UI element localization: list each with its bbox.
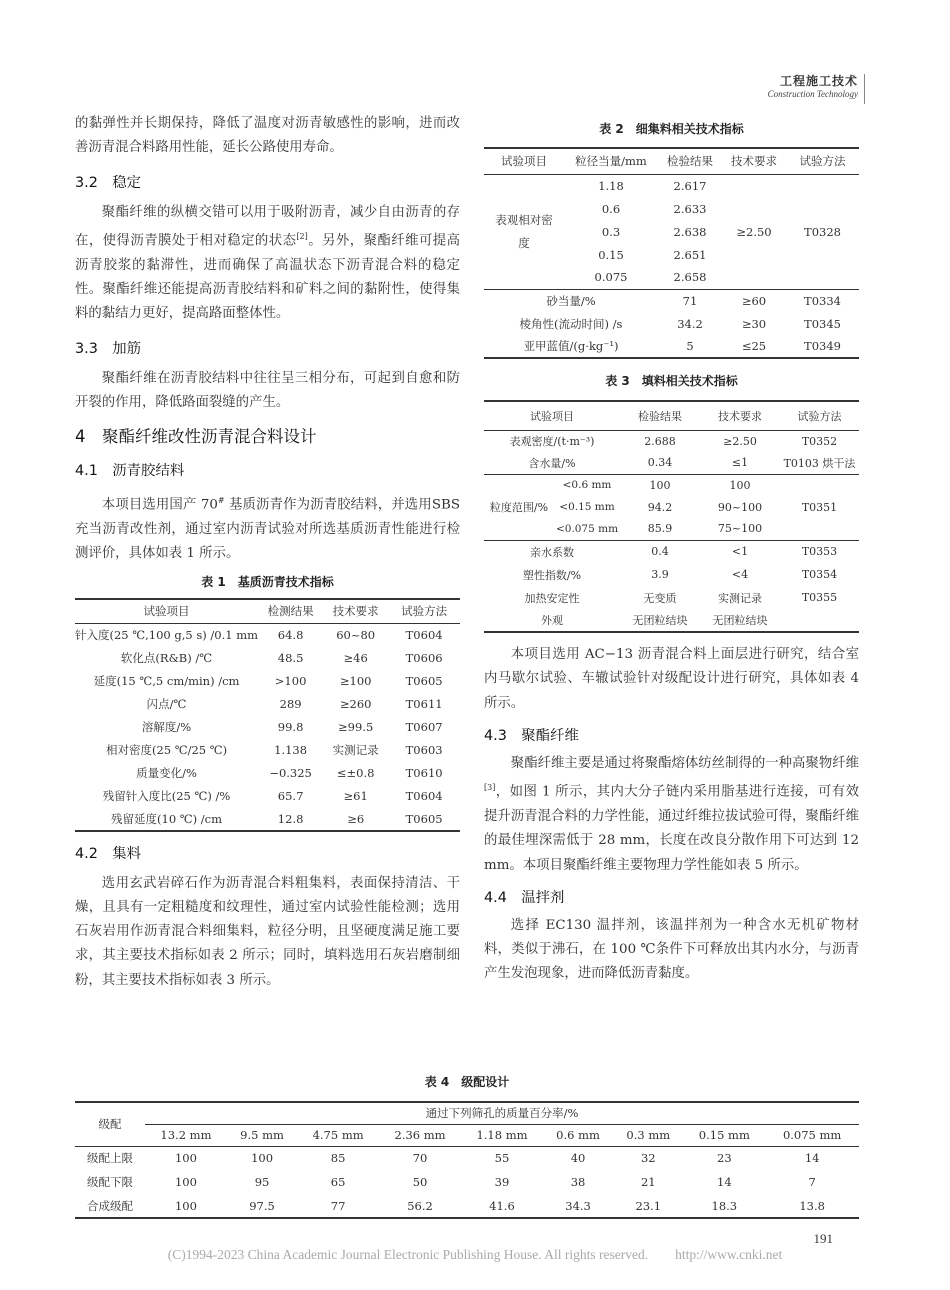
table-cell: <4 xyxy=(731,568,749,581)
paragraph: 的黏弹性并长期保持，降低了温度对沥青敏感性的影响，进而改善沥青混合料路用性能，延长公路使用寿命。 xyxy=(75,116,460,156)
section-heading-4: 4 聚酯纤维改性沥青混合料设计 xyxy=(75,427,317,447)
journal-title-en: Construction Technology xyxy=(767,89,858,99)
table-cell: 21 xyxy=(640,1175,656,1189)
section-heading-4-2: 4.2 集料 xyxy=(75,845,142,862)
table-cell: ≥46 xyxy=(343,651,368,665)
table-cell: 94.2 xyxy=(647,500,673,514)
table-2-caption: 表 2 细集料相关技术指标 xyxy=(599,122,744,136)
table-1 xyxy=(75,598,460,832)
table-row xyxy=(484,540,859,563)
table-cell: 残留延度(10 ℃) /cm xyxy=(111,811,223,826)
table-cell: 试验项目 xyxy=(484,148,564,174)
table-header-row xyxy=(75,599,460,624)
table-2 xyxy=(484,147,859,359)
table-row xyxy=(484,563,859,586)
table-cell: T0353 xyxy=(780,540,859,563)
text-span: ，如图 1 所示，其内大分子链内采用脂基进行连接，可有效提升沥青混合料的力学性能，通过纤维拉拔试验可得，聚酯纤维的最佳埋深需低于 28 mm，长度在改良分散作用下可达到 12 mm。本项目聚酯纤维主要物理力学性能如表 5 所示。 xyxy=(484,784,859,873)
table-cell: 粒径当量/mm xyxy=(564,148,658,174)
table-cell: 2.658 xyxy=(673,270,707,285)
table-cell: 289 xyxy=(279,697,302,711)
table-cell: ≥6 xyxy=(347,811,365,826)
table-row xyxy=(484,335,859,358)
table-cell: 试验项目 xyxy=(484,401,620,430)
table-cell: 级配上限 xyxy=(87,1151,133,1166)
citation-ref[interactable]: [3] xyxy=(484,783,496,793)
text-span: 。另外，聚酯纤维可提高沥青胶浆的黏滞性，进而确保了高温状态下沥青混合料的稳定性。聚酯纤维还能提高沥青胶结料和矿料之间的黏附性，使得集料的黏结力更好，提高路面整体性。 xyxy=(75,233,461,322)
table-cell: 56.2 xyxy=(407,1198,433,1213)
table-cell: 14 xyxy=(717,1175,732,1189)
table-cell: 75~100 xyxy=(717,522,763,536)
table-row xyxy=(75,624,460,647)
table-cell: T0349 xyxy=(804,339,841,353)
table-cell: 试验方法 xyxy=(780,401,859,430)
table-cell: 85 xyxy=(330,1151,346,1166)
table-header-row xyxy=(484,401,859,430)
table-cell: T0605 xyxy=(405,674,443,688)
table-cell: 23 xyxy=(717,1151,732,1166)
table-cell: T0334 xyxy=(786,289,859,312)
table-cell: 软化点(R&B) /℃ xyxy=(120,651,213,665)
paragraph xyxy=(75,489,460,566)
table-cell: 无变质 xyxy=(643,591,677,605)
table-cell: 41.6 xyxy=(489,1198,515,1213)
table-cell: 检验结果 xyxy=(658,148,722,174)
table-cell: 0.34 xyxy=(647,456,673,470)
table-cell: 70 xyxy=(412,1151,428,1166)
table-cell: 23.1 xyxy=(635,1198,662,1213)
table-cell: 100 xyxy=(700,474,780,496)
right-column xyxy=(484,120,859,987)
table-cell: 2.36 mm xyxy=(379,1124,461,1146)
paragraph: 选择 EC130 温拌剂，该温拌剂为一种含水无机矿物材料，类似于沸石，在 100 ℃条件下可释放出其内水分，与沥青产生发泡现象，进而降低沥青黏度。 xyxy=(484,917,859,982)
table-row xyxy=(484,609,859,632)
table-cell: 0.15 mm xyxy=(683,1124,765,1146)
paragraph xyxy=(75,201,460,327)
table-cell: 溶解度/% xyxy=(141,720,192,734)
table-row xyxy=(75,1170,859,1194)
table-cell: 1.18 xyxy=(598,178,624,193)
table-cell: 1.138 xyxy=(274,743,308,757)
table-cell: T0354 xyxy=(801,568,838,581)
table-cell: <0.6 mm xyxy=(554,474,620,496)
table-cell: 亲水系数 xyxy=(484,540,620,563)
table-row xyxy=(75,1146,859,1170)
header-divider xyxy=(864,74,865,104)
table-cell: 48.5 xyxy=(277,651,304,665)
table-cell: 0.6 mm xyxy=(543,1124,613,1146)
table-cell: 0.15 xyxy=(598,247,624,262)
table-3-caption: 表 3 填料相关技术指标 xyxy=(605,374,738,388)
table-cell: ≥30 xyxy=(741,316,767,331)
running-header xyxy=(768,72,858,99)
table-cell: 无团粒结块 xyxy=(712,614,768,627)
table-cell: 技术要求 xyxy=(700,401,780,430)
table-cell: 残留针入度比(25 ℃) /% xyxy=(102,789,231,803)
table-4-block xyxy=(75,1073,859,1219)
table-cell: 合成级配 xyxy=(87,1198,133,1213)
table-cell: T0603 xyxy=(405,743,443,757)
table-cell: ≥99.5 xyxy=(338,720,374,734)
table-cell: 100 xyxy=(174,1198,197,1213)
table-cell: 含水量/% xyxy=(528,456,576,470)
section-heading-3-3: 3.3 加筋 xyxy=(75,340,142,357)
table-cell: 77 xyxy=(330,1198,346,1213)
table-cell: 100 xyxy=(251,1151,274,1166)
table-cell: T0351 xyxy=(780,474,859,540)
table-row xyxy=(75,785,460,808)
table-cell: 90~100 xyxy=(717,500,763,514)
col-header: 检测结果 xyxy=(258,599,323,624)
table-cell: 表观相对密度 xyxy=(495,212,553,250)
table-cell: T0610 xyxy=(405,766,443,780)
table-cell: 粒度范围/% xyxy=(484,474,554,540)
table-cell: 85.9 xyxy=(647,522,673,536)
col-header: 试验方法 xyxy=(388,599,460,624)
table-cell: T0604 xyxy=(405,789,443,803)
table-cell: >100 xyxy=(274,674,307,688)
table-cell: ≥61 xyxy=(343,789,368,803)
table-cell xyxy=(780,609,859,632)
table-cell: 塑性指数/% xyxy=(522,568,582,582)
table-cell: 65 xyxy=(330,1175,346,1189)
table-cell: 95 xyxy=(254,1175,270,1189)
table-cell: T0352 xyxy=(801,434,838,448)
text-span: 聚酯纤维主要是通过将聚酯熔体纺丝制得的一种高聚物纤维 xyxy=(510,755,859,771)
paragraph: 选用玄武岩碎石作为沥青混合料粗集料，表面保持清洁、干燥，且具有一定粗糙度和纹理性，通过室内试验性能检测；选用石灰岩用作沥青混合料细集料，粒径分明，且坚硬度满足施工要求，其主要技术指标如表 2 所示；同时，填料选用石灰岩磨制细粉，其主要技术指标如表 3 所示。 xyxy=(75,875,460,988)
copyright-footer: (C)1994-2023 China Academic Journal Electronic Publishing House. All rights reserved. http://www.cnki.net xyxy=(167,1247,783,1262)
table-header-row xyxy=(75,1102,859,1124)
table-cell: 试验方法 xyxy=(786,148,859,174)
table-row xyxy=(75,1194,859,1218)
table-row xyxy=(484,174,859,197)
table-row xyxy=(75,808,460,831)
table-cell: 100 xyxy=(620,474,700,496)
table-cell: 实测记录 xyxy=(718,591,762,605)
table-cell: 实测记录 xyxy=(332,743,379,757)
table-3 xyxy=(484,400,859,633)
table-row xyxy=(75,647,460,670)
table-cell: 9.5 mm xyxy=(227,1124,297,1146)
table-cell: 亚甲蓝值/(g·kg⁻¹) xyxy=(523,339,619,353)
table-row xyxy=(484,289,859,312)
table-cell: 40 xyxy=(570,1151,586,1166)
section-heading-4-3: 4.3 聚酯纤维 xyxy=(484,727,579,744)
citation-ref[interactable]: [2] xyxy=(296,231,308,241)
table-cell: T0611 xyxy=(405,697,443,711)
table-cell: 1.18 mm xyxy=(461,1124,543,1146)
table-cell: 55 xyxy=(494,1151,510,1166)
table-cell: 相对密度(25 ℃/25 ℃) xyxy=(105,743,228,757)
table-row xyxy=(75,670,460,693)
table-header-row xyxy=(484,148,859,174)
col-header: 试验项目 xyxy=(75,599,258,624)
table-cell: 99.8 xyxy=(277,720,304,734)
table-cell: 棱角性(流动时间) /s xyxy=(519,316,623,331)
table-row xyxy=(484,586,859,609)
table-cell: 0.4 xyxy=(620,540,700,563)
page-number: 191 xyxy=(813,1231,833,1246)
table-cell: 97.5 xyxy=(249,1198,275,1213)
table-cell: 32 xyxy=(640,1151,656,1166)
table-cell: 2.688 xyxy=(644,434,676,448)
table-cell: 100 xyxy=(174,1175,197,1189)
paragraph: 聚酯纤维在沥青胶结料中往往呈三相分布，可起到自愈和防开裂的作用，降低路面裂缝的产生。 xyxy=(75,370,460,410)
table-cell: 5 xyxy=(686,339,694,353)
table-cell: ≤±0.8 xyxy=(336,766,375,780)
table-row xyxy=(484,452,859,474)
section-heading-3-2: 3.2 稳定 xyxy=(75,174,142,191)
table-cell: 闪点/℃ xyxy=(146,697,187,711)
table-cell: <1 xyxy=(700,540,780,563)
table-cell: 3.9 xyxy=(651,568,669,581)
table-header-row xyxy=(75,1124,859,1146)
table-cell: ≥2.50 xyxy=(723,434,757,448)
table-cell: 65.7 xyxy=(277,789,304,803)
text-span: # xyxy=(217,496,225,506)
table-cell: 2.617 xyxy=(673,178,707,193)
table-row xyxy=(75,762,460,785)
text-span: 本项目选用国产 70 xyxy=(101,497,218,513)
table-cell: ≥260 xyxy=(339,697,372,711)
table-cell: T0328 xyxy=(804,224,841,239)
table-cell: ≥2.50 xyxy=(736,224,772,239)
table-cell: 通过下列筛孔的质量百分率/% xyxy=(145,1102,859,1124)
table-cell: <0.15 mm xyxy=(559,501,615,513)
table-cell: 71 xyxy=(658,289,722,312)
table-1-caption: 表 1 基质沥青技术指标 xyxy=(201,574,334,589)
left-column xyxy=(75,112,460,993)
table-row xyxy=(484,430,859,452)
table-cell: T0355 xyxy=(801,591,838,604)
section-heading-4-4: 4.4 温拌剂 xyxy=(484,889,565,906)
table-cell: 检验结果 xyxy=(620,401,700,430)
text-span: 聚酯纤维的纵横交错可以用于吸附沥青，减少自由沥青的存在，使得沥青膜处于相对稳定的状态 xyxy=(75,204,460,249)
table-cell: 60~80 xyxy=(336,628,376,643)
table-cell: 0.6 xyxy=(601,201,621,216)
table-cell: 级配 xyxy=(75,1102,145,1146)
table-cell: ≥60 xyxy=(722,289,786,312)
table-cell: 14 xyxy=(804,1151,820,1166)
table-cell: 4.75 mm xyxy=(297,1124,379,1146)
table-cell: 13.2 mm xyxy=(145,1124,227,1146)
table-row xyxy=(484,474,859,496)
table-cell: 无团粒结块 xyxy=(632,614,688,627)
table-cell: T0345 xyxy=(804,316,841,331)
table-cell: 38 xyxy=(570,1175,586,1189)
table-cell: ≤25 xyxy=(741,339,767,353)
text-span: 基质沥青作为沥青胶结料，并选用SBS充当沥青改性剂，通过室内沥青试验对所选基质沥青性能进行检测评价，具体如表 1 所示。 xyxy=(75,497,460,562)
table-cell: 13.8 xyxy=(799,1198,825,1213)
table-cell: 50 xyxy=(412,1175,428,1189)
table-cell: 18.3 xyxy=(711,1198,738,1213)
table-cell: 0.075 mm xyxy=(765,1124,859,1146)
table-cell: 0.3 xyxy=(601,224,621,239)
table-cell: 34.3 xyxy=(565,1198,591,1213)
table-cell: 2.633 xyxy=(673,201,707,216)
table-cell: 延度(15 ℃,5 cm/min) /cm xyxy=(93,674,240,688)
table-cell: T0606 xyxy=(405,651,443,665)
table-cell: 0.3 mm xyxy=(613,1124,683,1146)
table-cell: ≥100 xyxy=(339,674,372,688)
table-cell: 12.8 xyxy=(277,811,304,826)
table-cell: 2.651 xyxy=(673,247,707,262)
table-cell: 砂当量/% xyxy=(484,289,658,312)
table-cell: 39 xyxy=(494,1175,510,1189)
table-cell: 2.638 xyxy=(673,224,707,239)
col-header: 技术要求 xyxy=(323,599,388,624)
table-cell: 技术要求 xyxy=(722,148,786,174)
table-cell: 表观密度/(t·m⁻³) xyxy=(509,435,595,449)
paragraph: 本项目选用 AC−13 沥青混合料上面层进行研究，结合室内马歇尔试验、车辙试验针对级配设计进行研究，具体如表 4 所示。 xyxy=(484,647,859,711)
table-cell: <0.075 mm xyxy=(555,522,619,535)
table-cell: 外观 xyxy=(541,614,563,627)
table-4 xyxy=(75,1101,859,1219)
table-row xyxy=(75,739,460,762)
table-4-caption: 表 4 级配设计 xyxy=(424,1075,510,1089)
table-cell: 7 xyxy=(808,1175,816,1189)
table-cell: T0604 xyxy=(405,628,443,643)
table-cell: 加热安定性 xyxy=(524,591,580,605)
journal-title: 工程施工技术 xyxy=(779,74,858,88)
table-cell: 0.075 xyxy=(594,270,628,285)
table-cell: T0103 烘干法 xyxy=(783,456,856,470)
table-cell: 质量变化/% xyxy=(136,766,197,780)
table-cell: 针入度(25 ℃,100 g,5 s) /0.1 mm xyxy=(75,628,259,643)
table-cell: 级配下限 xyxy=(87,1175,133,1189)
table-row xyxy=(484,312,859,335)
table-cell: 34.2 xyxy=(677,316,703,331)
table-cell: T0607 xyxy=(405,720,443,734)
table-row xyxy=(75,693,460,716)
table-cell: T0605 xyxy=(405,811,443,826)
section-heading-4-1: 4.1 沥青胶结料 xyxy=(75,463,185,480)
table-cell: 100 xyxy=(174,1151,197,1166)
table-cell: 64.8 xyxy=(277,628,304,643)
table-cell: −0.325 xyxy=(269,766,312,780)
table-cell: ≤1 xyxy=(731,456,749,470)
paragraph xyxy=(484,752,859,878)
table-row xyxy=(75,716,460,739)
